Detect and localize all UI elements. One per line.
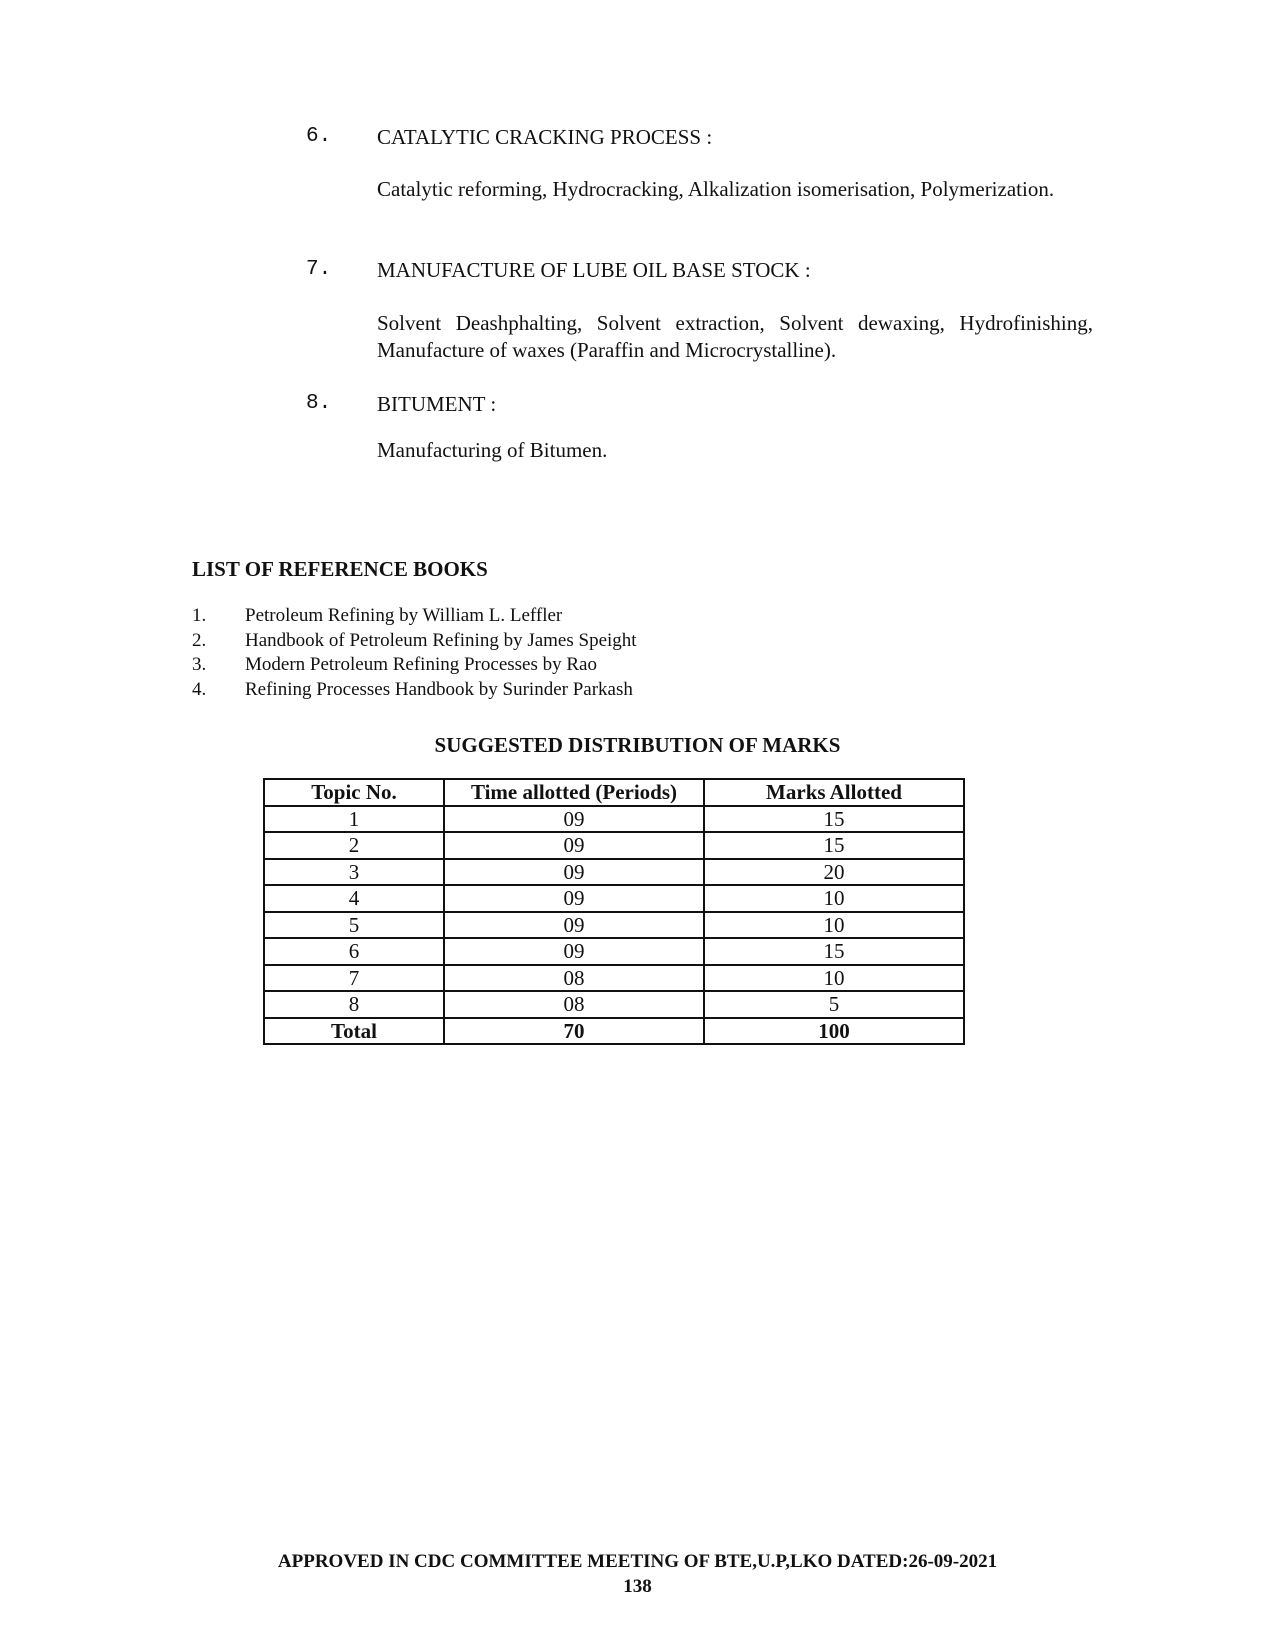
topic-6-body: Catalytic reforming, Hydrocracking, Alkalization isomerisation, Polymerization. xyxy=(377,177,1055,201)
column-header: Time allotted (Periods) xyxy=(444,779,704,806)
reference-books-heading: LIST OF REFERENCE BOOKS xyxy=(192,557,488,581)
reference-book-number: 3. xyxy=(192,654,207,675)
topic-number-cell: 8 xyxy=(264,991,444,1018)
reference-book-item xyxy=(192,604,892,629)
reference-book-title: Petroleum Refining by William L. Leffler xyxy=(245,605,563,626)
marks-distribution-heading: SUGGESTED DISTRIBUTION OF MARKS xyxy=(434,733,841,757)
topic-6-number: 6. xyxy=(306,125,332,148)
topic-number-cell: 1 xyxy=(264,806,444,833)
column-header: Marks Allotted xyxy=(704,779,964,806)
topic-number-cell: 5 xyxy=(264,912,444,939)
topic-8-body: Manufacturing of Bitumen. xyxy=(377,438,608,462)
reference-book-title: Handbook of Petroleum Refining by James Speight xyxy=(245,629,637,651)
total-marks-cell: 100 xyxy=(704,1018,964,1045)
table-row xyxy=(264,859,964,886)
topic-number-cell: 3 xyxy=(264,859,444,886)
table-row xyxy=(264,991,964,1018)
page-number: 138 xyxy=(623,1576,652,1597)
approval-footer: APPROVED IN CDC COMMITTEE MEETING OF BTE,U.P,LKO DATED:26-09-2021 xyxy=(277,1551,998,1572)
reference-book-item xyxy=(192,653,892,678)
time-allotted-cell: 09 xyxy=(444,885,704,912)
time-allotted-cell: 08 xyxy=(444,991,704,1018)
topic-8-number: 8. xyxy=(306,392,332,415)
reference-book-number: 1. xyxy=(192,605,207,626)
reference-book-title: Refining Processes Handbook by Surinder Parkash xyxy=(245,678,633,700)
topic-number-cell: 7 xyxy=(264,965,444,992)
topic-7-title: MANUFACTURE OF LUBE OIL BASE STOCK : xyxy=(377,258,811,282)
marks-allotted-cell: 10 xyxy=(704,885,964,912)
topic-8-title: BITUMENT : xyxy=(377,392,497,416)
topic-number-cell: 2 xyxy=(264,832,444,859)
time-allotted-cell: 09 xyxy=(444,938,704,965)
table-row xyxy=(264,806,964,833)
table-row xyxy=(264,832,964,859)
time-allotted-cell: 08 xyxy=(444,965,704,992)
table-row xyxy=(264,938,964,965)
reference-book-number: 2. xyxy=(192,629,207,651)
marks-allotted-cell: 15 xyxy=(704,806,964,833)
marks-allotted-cell: 10 xyxy=(704,965,964,992)
reference-book-item xyxy=(192,678,892,703)
marks-allotted-cell: 15 xyxy=(704,938,964,965)
topic-7-body: Solvent Deashphalting, Solvent extraction, Solvent dewaxing, Hydrofinishing, Manufacture of waxes (Paraffin and Microcrystalline). xyxy=(377,311,1093,362)
column-header: Topic No. xyxy=(264,779,444,806)
reference-books-list xyxy=(192,604,892,702)
table-row xyxy=(264,885,964,912)
topic-number-cell: 4 xyxy=(264,885,444,912)
reference-book-number: 4. xyxy=(192,678,207,700)
marks-allotted-cell: 5 xyxy=(704,991,964,1018)
time-allotted-cell: 09 xyxy=(444,912,704,939)
total-time-cell: 70 xyxy=(444,1018,704,1045)
marks-allotted-cell: 20 xyxy=(704,859,964,886)
topic-6-title: CATALYTIC CRACKING PROCESS : xyxy=(377,125,713,149)
table-total-row xyxy=(264,1018,964,1045)
reference-book-item xyxy=(192,629,892,654)
marks-allotted-cell: 15 xyxy=(704,832,964,859)
total-label-cell: Total xyxy=(264,1018,444,1045)
time-allotted-cell: 09 xyxy=(444,832,704,859)
table-row xyxy=(264,912,964,939)
table-row xyxy=(264,965,964,992)
topic-7-number: 7. xyxy=(306,258,332,281)
marks-allotted-cell: 10 xyxy=(704,912,964,939)
table-header-row xyxy=(264,779,964,806)
time-allotted-cell: 09 xyxy=(444,806,704,833)
time-allotted-cell: 09 xyxy=(444,859,704,886)
reference-book-title: Modern Petroleum Refining Processes by Rao xyxy=(245,654,597,675)
topic-number-cell: 6 xyxy=(264,938,444,965)
marks-distribution-table xyxy=(263,778,965,1045)
